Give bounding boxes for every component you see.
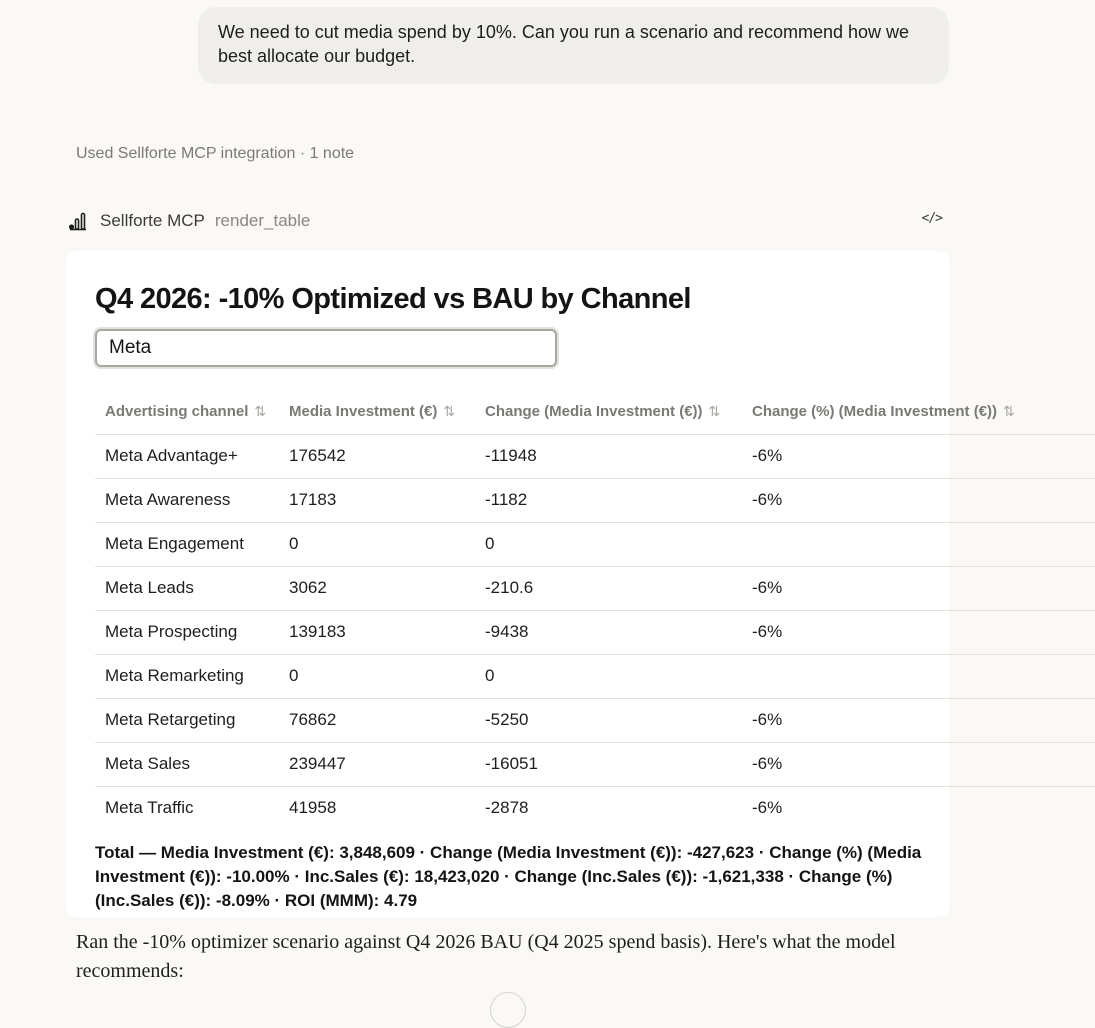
cell-media-investment: 0	[279, 654, 475, 698]
cell-change: -9438	[475, 610, 742, 654]
cell-channel: Meta Engagement	[95, 522, 279, 566]
cell-media-investment: 0	[279, 522, 475, 566]
cell-channel: Meta Traffic	[105, 798, 194, 818]
cell-channel: Meta Advantage+	[95, 434, 279, 478]
column-header-label: Advertising channel	[105, 403, 249, 421]
cell-change-percent: -6%	[742, 742, 1095, 786]
cell-change-percent: -6%	[742, 610, 1095, 654]
user-message-bubble	[198, 7, 949, 84]
cell-change: 0	[475, 654, 742, 698]
table-header-row	[95, 390, 1095, 434]
assistant-reply-text: Ran the -10% optimizer scenario against Q4 2026 BAU (Q4 2025 spend basis). Here's what the model recommends:	[76, 931, 896, 982]
cell-change-percent: -6%	[752, 798, 783, 818]
channel-table	[95, 390, 1095, 830]
cell-change: -1182	[475, 478, 742, 522]
table-row	[95, 478, 1095, 522]
cell-change: -16051	[475, 742, 742, 786]
cell-channel: Meta Remarketing	[95, 654, 279, 698]
tool-usage-note[interactable]: Used Sellforte MCP integration · 1 note	[76, 145, 355, 162]
scroll-down-button[interactable]	[490, 992, 526, 1028]
table-filter-input[interactable]	[95, 329, 557, 367]
column-header-change-percent[interactable]	[742, 390, 1095, 434]
code-icon[interactable]: </>	[921, 211, 942, 226]
cell-channel: Meta Retargeting	[95, 698, 279, 742]
table-row	[95, 742, 1095, 786]
tool-call-header[interactable]	[68, 208, 948, 234]
column-header-change[interactable]	[475, 390, 742, 434]
table-row	[95, 698, 1095, 742]
column-header-label: Media Investment (€)	[289, 403, 438, 421]
table-scroll-container[interactable]	[95, 390, 1015, 822]
cell-media-investment: 176542	[279, 434, 475, 478]
column-header-channel[interactable]	[95, 390, 279, 434]
cell-media-investment: 17183	[279, 478, 475, 522]
cell-media-investment: 239447	[279, 742, 475, 786]
table-row	[95, 610, 1095, 654]
cell-change-percent	[742, 654, 1095, 698]
table-row	[95, 786, 1095, 830]
cell-channel: Meta Leads	[95, 566, 279, 610]
cell-change: 0	[475, 522, 742, 566]
sort-icon[interactable]: ⇅	[254, 403, 267, 420]
cell-change: -210.6	[475, 566, 742, 610]
cell-change-percent: -6%	[742, 698, 1095, 742]
tool-name: Sellforte MCP	[100, 211, 205, 230]
chart-bars-icon	[68, 211, 88, 231]
sort-icon[interactable]: ⇅	[443, 403, 456, 420]
cell-change-percent: -6%	[742, 434, 1095, 478]
cell-channel: Meta Sales	[95, 742, 279, 786]
table-title: Q4 2026: -10% Optimized vs BAU by Channel	[95, 283, 691, 315]
cell-media-investment: 3062	[279, 566, 475, 610]
table-row	[95, 566, 1095, 610]
cell-media-investment: 41958	[289, 798, 337, 818]
cell-change-percent	[742, 522, 1095, 566]
cell-change: -2878	[485, 798, 529, 818]
table-total-summary: Total — Media Investment (€): 3,848,609 · Change (Media Investment (€)): -427,623 · Change (%) (Media Investment (€)): -10.00% · Inc.Sales (€): 18,423,020 · Change (Inc.Sales (€)): -1,621,338 · Change (%) (Inc.Sales (€)): -8.09% · ROI (MMM): 4.79	[95, 843, 922, 910]
column-header-label: Change (%) (Media Investment (€))	[752, 403, 998, 421]
user-message-text: We need to cut media spend by 10%. Can you run a scenario and recommend how we best allocate our budget.	[218, 22, 910, 66]
tool-function-name: render_table	[214, 211, 311, 230]
table-card	[66, 251, 1015, 917]
cell-change: -11948	[475, 434, 742, 478]
cell-media-investment: 76862	[279, 698, 475, 742]
sort-icon[interactable]: ⇅	[1003, 403, 1015, 420]
table-row	[95, 522, 1095, 566]
cell-change-percent: -6%	[742, 478, 1095, 522]
sort-icon[interactable]: ⇅	[708, 403, 721, 420]
cell-change-percent: -6%	[742, 566, 1095, 610]
cell-channel: Meta Prospecting	[95, 610, 279, 654]
column-header-label: Change (Media Investment (€))	[485, 403, 703, 421]
table-row	[95, 654, 1095, 698]
cell-media-investment: 139183	[279, 610, 475, 654]
column-header-media-investment[interactable]	[279, 390, 475, 434]
table-row	[95, 434, 1095, 478]
cell-change: -5250	[475, 698, 742, 742]
cell-channel: Meta Awareness	[95, 478, 279, 522]
